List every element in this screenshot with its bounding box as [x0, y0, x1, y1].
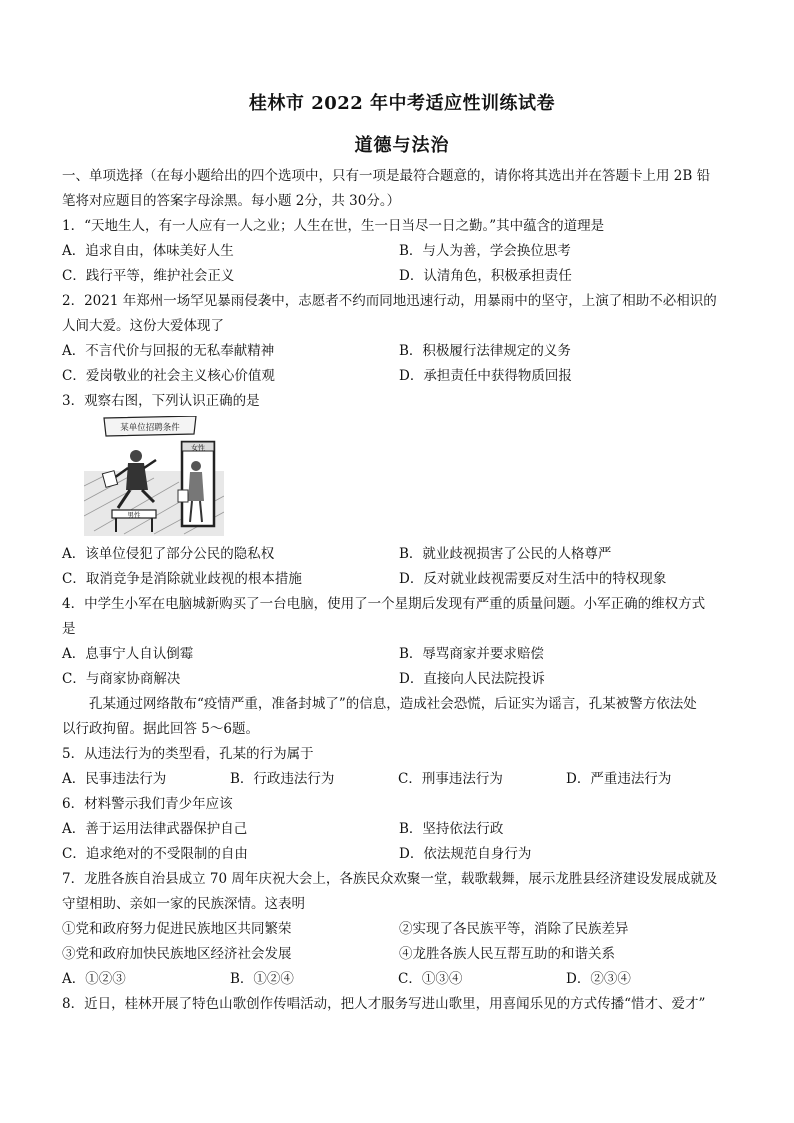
- q1-option-d: D．认清角色，积极承担责任: [399, 268, 572, 284]
- q3-cartoon-figure: [84, 416, 224, 536]
- q4-option-a: A．息事宁人自认倒霉: [62, 646, 194, 662]
- q6-options: [62, 817, 742, 867]
- q7-options: [62, 967, 742, 992]
- q6-stem: 6．材料警示我们青少年应该: [62, 796, 233, 812]
- q5-option-c: C．刑事违法行为: [398, 771, 503, 787]
- q2-stem-line2: 人间大爱。这份大爱体现了: [62, 318, 224, 334]
- exam-subject: 道德与法治: [354, 135, 450, 156]
- q7-option-c: C．①③④: [398, 971, 463, 987]
- q3-options: [62, 542, 742, 592]
- q7-stem-line1: 7．龙胜各族自治县成立 70 周年庆祝大会上，各族民众欢聚一堂，载歌载舞，展示龙胜县经济建设发展成就及: [62, 871, 718, 887]
- q5-option-a: A．民事违法行为: [62, 771, 167, 787]
- q6-option-b: B．坚持依法行政: [399, 821, 504, 837]
- q4-option-d: D．直接向人民法院投诉: [399, 671, 545, 687]
- q4-option-c: C．与商家协商解决: [62, 671, 181, 687]
- material-56-line2: 以行政拘留。据此回答 5～6题。: [62, 721, 259, 737]
- q6-option-c: C．追求绝对的不受限制的自由: [62, 846, 248, 862]
- q2-option-c: C．爱岗敬业的社会主义核心价值观: [62, 368, 275, 384]
- q2-option-b: B．积极履行法律规定的义务: [399, 343, 571, 359]
- q3-option-d: D．反对就业歧视需要反对生活中的特权现象: [399, 571, 667, 587]
- q4-stem-line2: 是: [62, 621, 76, 637]
- q1-option-a: A．追求自由，体味美好人生: [62, 243, 234, 259]
- q4-stem-line1: 4．中学生小军在电脑城新购买了一台电脑，使用了一个星期后发现有严重的质量问题。小军正确的维权方式: [62, 596, 706, 612]
- q1-option-c: C．践行平等，维护社会正义: [62, 268, 235, 284]
- q5-option-d: D．严重违法行为: [566, 771, 672, 787]
- exam-page: [62, 92, 742, 1017]
- q1-option-b: B．与人为善，学会换位思考: [399, 243, 571, 259]
- q3-option-c: C．取消竞争是消除就业歧视的根本措施: [62, 571, 302, 587]
- q4-options: [62, 642, 742, 692]
- section1-heading-line2: 笔将对应题目的答案字母涂黑。每小题 2分，共 30分。）: [62, 193, 401, 209]
- q3-option-a: A．该单位侵犯了部分公民的隐私权: [62, 546, 275, 562]
- q7-statement-1: ①党和政府努力促进民族地区共同繁荣: [62, 921, 292, 937]
- q2-option-a: A．不言代价与回报的无私奉献精神: [62, 343, 275, 359]
- q5-option-b: B．行政违法行为: [230, 771, 335, 787]
- material-56-line1: 孔某通过网络散布“疫情严重，准备封城了”的信息，造成社会恐慌，后证实为谣言，孔某被警方依法处: [89, 696, 697, 712]
- q2-option-d: D．承担责任中获得物质回报: [399, 368, 572, 384]
- q5-options: [62, 767, 742, 792]
- q3-stem: 3．观察右图，下列认识正确的是: [62, 393, 260, 409]
- q2-options: [62, 339, 742, 389]
- q7-option-b: B．①②④: [230, 971, 294, 987]
- q4-option-b: B．辱骂商家并要求赔偿: [399, 646, 544, 662]
- q7-statements: [62, 917, 742, 967]
- q2-stem-line1: 2．2021 年郑州一场罕见暴雨侵袭中，志愿者不约而同地迅速行动，用暴雨中的坚守，上演了相助不必相识的: [62, 293, 717, 309]
- q7-option-a: A．①②③: [62, 971, 126, 987]
- cartoon-sign-text: 某单位招聘条件: [120, 423, 180, 433]
- q7-option-d: D．②③④: [566, 971, 631, 987]
- q7-statement-4: ④龙胜各族人民互帮互助的和谐关系: [399, 946, 615, 962]
- q6-option-d: D．依法规范自身行为: [399, 846, 532, 862]
- cartoon-illustration: [84, 416, 224, 536]
- q1-stem: 1．“天地生人，有一人应有一人之业；人生在世，生一日当尽一日之勤。”其中蕴含的道理是: [62, 218, 605, 234]
- q3-option-b: B．就业歧视损害了公民的人格尊严: [399, 546, 612, 562]
- q7-stem-line2: 守望相助、亲如一家的民族深情。这表明: [62, 896, 305, 912]
- q7-statement-3: ③党和政府加快民族地区经济社会发展: [62, 946, 292, 962]
- exam-title: 桂林市 2022 年中考适应性训练试卷: [248, 93, 556, 114]
- q8-stem: 8．近日，桂林开展了特色山歌创作传唱活动，把人才服务写进山歌里，用喜闻乐见的方式传播“惜才、爱才”: [62, 996, 706, 1012]
- q7-statement-2: ②实现了各民族平等，消除了民族差异: [399, 921, 629, 937]
- cartoon-hurdle-label: 男性: [127, 511, 141, 519]
- q1-options: [62, 239, 742, 289]
- q5-stem: 5．从违法行为的类型看，孔某的行为属于: [62, 746, 314, 762]
- cartoon-door-label: 女性: [191, 444, 205, 452]
- q6-option-a: A．善于运用法律武器保护自己: [62, 821, 248, 837]
- section1-heading-line1: 一、单项选择（在每小题给出的四个选项中，只有一项是最符合题意的，请你将其选出并在答题卡上用 2B 铅: [62, 168, 711, 184]
